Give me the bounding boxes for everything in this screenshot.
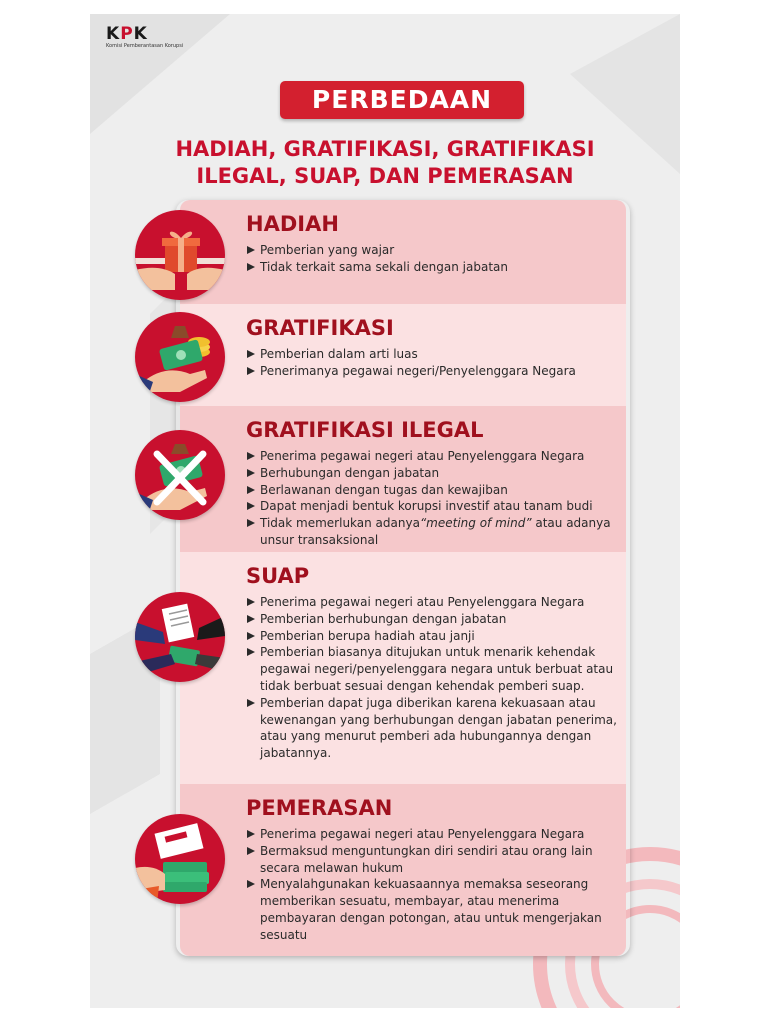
section-gratifikasi-ilegal	[180, 406, 626, 552]
bullet-item: Penerima pegawai negeri atau Penyelenggara Negara	[246, 448, 626, 465]
bullet-item: Pemberian biasanya ditujukan untuk menarik kehendak pegawai negeri/penyelenggara negara untuk berbuat atau tidak berbuat sesuai dengan kehendak pemberi suap.	[246, 644, 626, 694]
section-title: HADIAH	[246, 212, 339, 236]
bullet-item: Pemberian yang wajar	[246, 242, 626, 259]
bullet-item: Pemberian dalam arti luas	[246, 346, 626, 363]
page-subtitle: HADIAH, GRATIFIKASI, GRATIFIKASI ILEGAL, SUAP, DAN PEMERASAN	[175, 137, 595, 188]
bullet-item: Penerima pegawai negeri atau Penyelenggara Negara	[246, 826, 626, 843]
logo-mark: KPK	[106, 24, 148, 44]
bribe-handshake-icon	[135, 592, 225, 682]
bullet-item: Pemberian berupa hadiah atau janji	[246, 628, 626, 645]
bullet-item: Pemberian dapat juga diberikan karena kekuasaan atau kewenangan yang berhubungan dengan jabatan penerima, atau yang menurut pemberi ada hubungannya dengan jabatannya.	[246, 695, 626, 762]
bullet-list	[246, 826, 626, 944]
bullet-item: Menyalahgunakan kekuasaannya memaksa seseorang memberikan sesuatu, membayar, atau menerima pembayaran dengan potongan, atau untuk mengerjakan sesuatu	[246, 876, 626, 943]
crossed-money-icon	[135, 430, 225, 520]
bullet-list	[246, 346, 626, 380]
infographic-poster	[90, 14, 680, 1008]
logo-subtitle: Komisi Pemberantasan Korupsi	[106, 43, 184, 49]
kpk-logo	[106, 24, 183, 49]
bullet-item: Tidak terkait sama sekali dengan jabatan	[246, 259, 626, 276]
bullet-item: Bermaksud menguntungkan diri sendiri atau orang lain secara melawan hukum	[246, 843, 626, 877]
section-hadiah	[180, 200, 626, 304]
bullet-list	[246, 242, 626, 276]
bullet-item: Penerima pegawai negeri atau Penyelenggara Negara	[246, 594, 626, 611]
gift-icon	[135, 210, 225, 300]
section-title: GRATIFIKASI	[246, 316, 394, 340]
bullet-item: Penerimanya pegawai negeri/Penyelenggara Negara	[246, 363, 626, 380]
bullet-list	[246, 594, 626, 762]
bullet-item: Berhubungan dengan jabatan	[246, 465, 626, 482]
bullet-item: Berlawanan dengan tugas dan kewajiban	[246, 482, 626, 499]
bullet-item: Dapat menjadi bentuk korupsi investif atau tanam budi	[246, 498, 626, 515]
extortion-money-icon	[135, 814, 225, 904]
bullet-list	[246, 448, 626, 549]
section-gratifikasi	[180, 304, 626, 406]
section-title: GRATIFIKASI ILEGAL	[246, 418, 484, 442]
bullet-item: Tidak memerlukan adanya“meeting of mind” atau adanya unsur transaksional	[246, 515, 626, 549]
section-pemerasan	[180, 784, 626, 956]
title-banner: PERBEDAAN	[280, 81, 524, 119]
section-title: SUAP	[246, 564, 310, 588]
bullet-item: Pemberian berhubungan dengan jabatan	[246, 611, 626, 628]
money-in-hand-icon	[135, 312, 225, 402]
section-suap	[180, 552, 626, 784]
section-title: PEMERASAN	[246, 796, 393, 820]
